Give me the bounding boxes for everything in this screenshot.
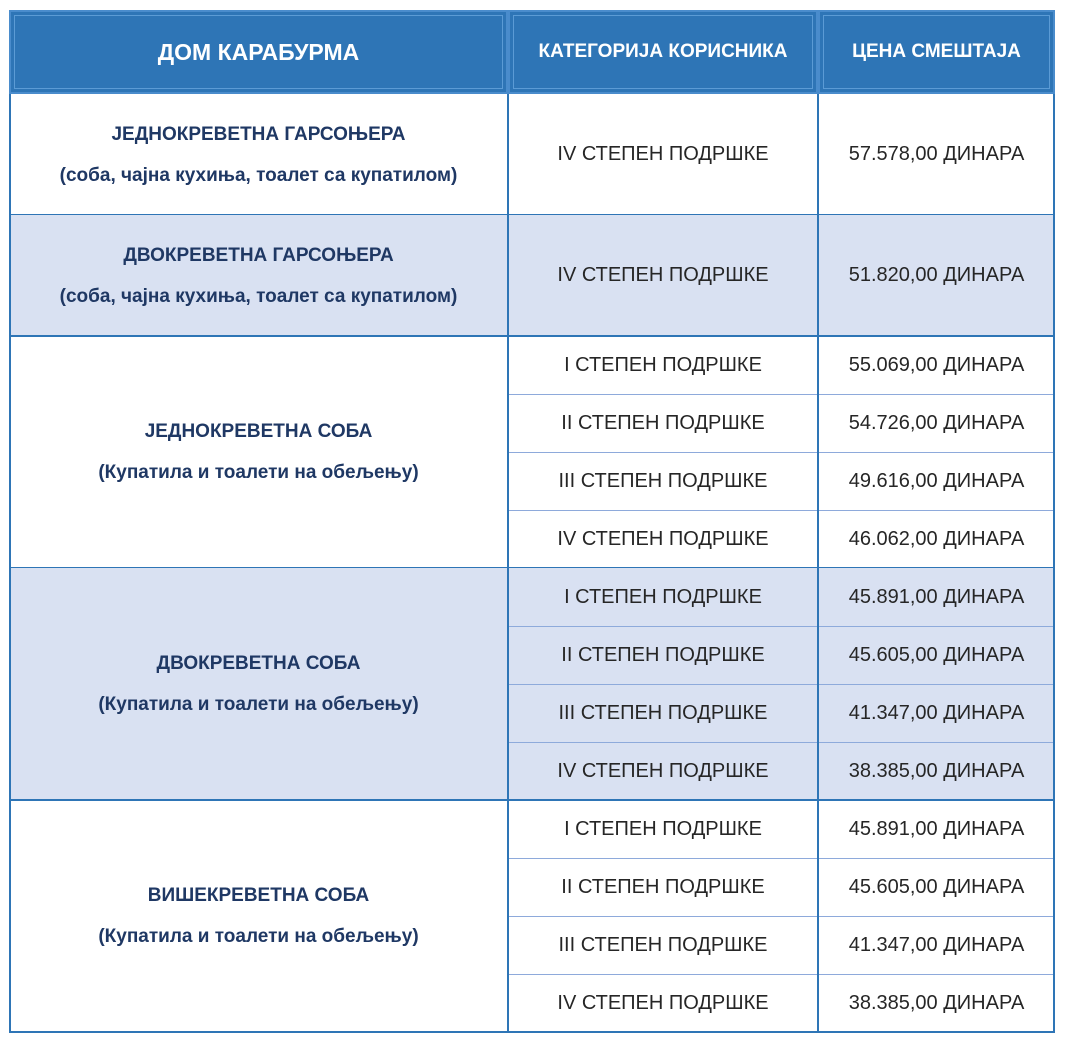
category-cell: I СТЕПЕН ПОДРШКЕ [564,817,762,840]
category-cell: II СТЕПЕН ПОДРШКЕ [561,411,765,434]
price-cell: 55.069,00 ДИНАРА [848,353,1025,376]
row-divider [508,916,1055,917]
price-cell: 41.347,00 ДИНАРА [818,684,1055,742]
room-type-title: ЈЕДНОКРЕВЕТНА ГАРСОЊЕРА [111,123,406,145]
row-divider [508,626,1055,627]
row-divider [508,510,1055,511]
room-type-title: ЈЕДНОКРЕВЕТНА СОБА [144,421,373,442]
header-dom: ДОМ КАРАБУРМА [157,38,360,65]
row-divider [508,394,1055,395]
price-cell: 45.605,00 ДИНАРА [818,626,1055,684]
category-cell: II СТЕПЕН ПОДРШКЕ [561,875,765,898]
price-table [9,10,1055,1032]
price-cell: 57.578,00 ДИНАРА [848,143,1025,165]
price-cell: 49.616,00 ДИНАРА [848,469,1025,492]
category-cell: III СТЕПЕН ПОДРШКЕ [558,469,768,492]
category-cell: IV СТЕПЕН ПОДРШКЕ [557,143,769,165]
room-type-subtitle: (Купатила и тоалети на обељењу) [98,926,419,947]
row-divider [508,684,1055,685]
room-type-cell [9,800,508,1032]
category-cell: III СТЕПЕН ПОДРШКЕ [508,684,818,742]
category-cell: IV СТЕПЕН ПОДРШКЕ [557,991,769,1014]
category-cell: III СТЕПЕН ПОДРШКЕ [558,933,768,956]
price-cell: 38.385,00 ДИНАРА [818,742,1055,800]
row-divider [508,974,1055,975]
price-cell: 51.820,00 ДИНАРА [818,215,1055,336]
column-divider [1053,94,1055,1032]
room-type-title: ДВОКРЕВЕТНА СОБА [156,653,361,674]
row-divider [508,452,1055,453]
room-type-title: ДВОКРЕВЕТНА ГАРСОЊЕРА [123,244,394,266]
header-category-cell [508,10,818,94]
header-category: КАТЕГОРИЈА КОРИСНИКА [538,41,788,62]
price-cell: 41.347,00 ДИНАРА [848,933,1025,956]
column-divider [9,94,11,1032]
category-cell: I СТЕПЕН ПОДРШКЕ [508,568,818,626]
price-cell: 46.062,00 ДИНАРА [848,527,1025,550]
price-cell: 45.891,00 ДИНАРА [818,568,1055,626]
group-divider [9,1031,1055,1033]
row-divider [508,742,1055,743]
room-type-cell [9,336,508,568]
room-type-subtitle: (соба, чајна кухиња, тоалет са купатилом) [59,285,458,307]
price-cell: 38.385,00 ДИНАРА [848,991,1025,1014]
category-cell: IV СТЕПЕН ПОДРШКЕ [557,527,769,550]
room-type-subtitle: (Купатила и тоалети на обељењу) [98,694,419,715]
column-divider [817,94,819,1032]
header-dom-cell [9,10,508,94]
category-cell: I СТЕПЕН ПОДРШКЕ [564,353,762,376]
category-cell: II СТЕПЕН ПОДРШКЕ [508,626,818,684]
room-type-cell [9,568,508,800]
header-price-cell [818,10,1055,94]
room-type-cell [9,215,508,336]
price-cell: 45.605,00 ДИНАРА [848,875,1025,898]
row-divider [508,858,1055,859]
price-cell: 45.891,00 ДИНАРА [848,817,1025,840]
room-type-subtitle: (соба, чајна кухиња, тоалет са купатилом) [59,164,458,186]
room-type-cell [9,94,508,215]
category-cell: IV СТЕПЕН ПОДРШКЕ [508,215,818,336]
room-type-title: ВИШЕКРЕВЕТНА СОБА [147,885,370,906]
column-divider [507,94,509,1032]
header-price: ЦЕНА СМЕШТАЈА [852,41,1021,62]
room-type-subtitle: (Купатила и тоалети на обељењу) [98,462,419,483]
price-cell: 54.726,00 ДИНАРА [848,411,1025,434]
category-cell: IV СТЕПЕН ПОДРШКЕ [508,742,818,800]
